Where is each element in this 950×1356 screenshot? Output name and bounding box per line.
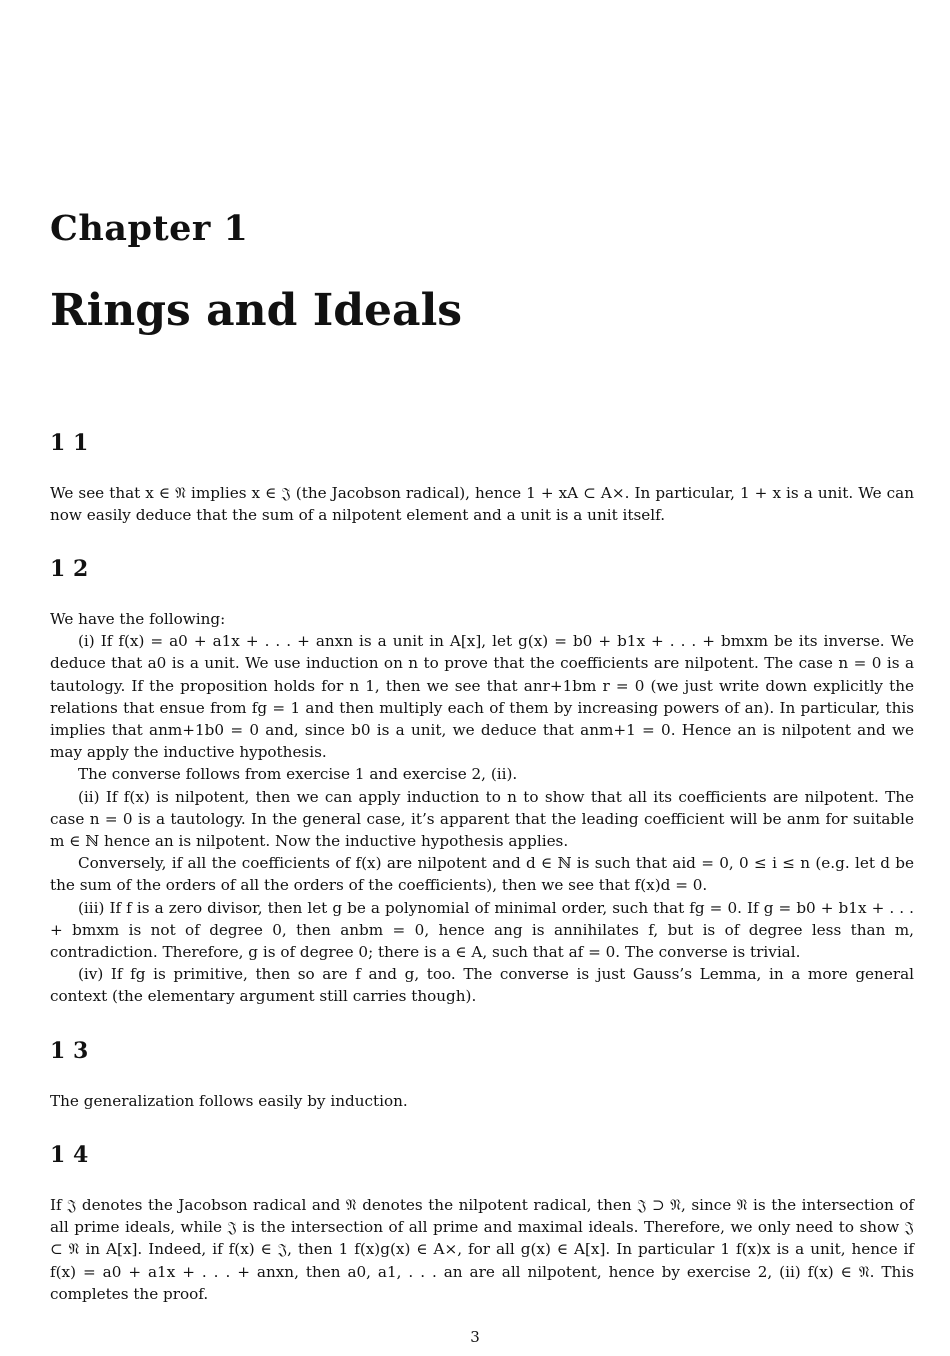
section-1-4-body [50,1194,914,1305]
paragraph: (iii) If f is a zero divisor, then let g be a polynomial of minimal order, such that fg = 0. If g = b0 + b1x + . . . + bmxm is not of degree 0, then anbm = 0, hence ang is annihilates f, but is of degree less than m, contradiction. Therefore, g is of degree 0; there is a ∈ A, such that af = 0. The converse is trivial. [50,898,914,962]
paragraph: We have the following: [50,610,226,628]
page-number: 3 [470,1328,480,1346]
chapter-label: Chapter 1 [50,208,249,249]
paragraph: We see that x ∈ 𝔑 implies x ∈ 𝔍 (the Jacobson radical), hence 1 + xA ⊂ A×. In particular, 1 + x is a unit. We can now easily deduce that the sum of a nilpotent element and a unit is a unit itself. [50,484,914,525]
paragraph: The converse follows from exercise 1 and exercise 2, (ii). [78,765,518,784]
paragraph: If 𝔍 denotes the Jacobson radical and 𝔑 denotes the nilpotent radical, then 𝔍 ⊃ 𝔑, since 𝔑 is the intersection of all prime ideals, while 𝔍 is the intersection of all prime and maximal ideals. Therefore, we only need to show 𝔍 ⊂ 𝔑 in A[x]. Indeed, if f(x) ∈ 𝔍, then 1 f(x)g(x) ∈ A×, for all g(x) ∈ A[x]. In particular 1 f(x)x is a unit, hence if f(x) = a0 + a1x + . . . + anxn, then a0, a1, . . . an are all nilpotent, hence by exercise 2, (ii) f(x) ∈ 𝔑. This completes the proof. [50,1196,914,1303]
section-1-3-body [50,1090,914,1112]
section-heading-1-2: 1 2 [50,556,89,582]
paragraph: (iv) If fg is primitive, then so are f and g, too. The converse is just Gauss’s Lemma, in a more general context (the elementary argument still carries though). [50,965,914,1006]
section-heading-1-4: 1 4 [50,1142,89,1168]
chapter-title: Rings and Ideals [50,285,463,336]
section-1-1-body [50,482,914,526]
section-heading-1-3: 1 3 [50,1038,89,1064]
paragraph: (i) If f(x) = a0 + a1x + . . . + anxn is a unit in A[x], let g(x) = b0 + b1x + . . . + bmxm be its inverse. We deduce that a0 is a unit. We use induction on n to prove that the coefficients are nilpotent. The case n = 0 is a tautology. If the proposition holds for n 1, then we see that anr+1bm r = 0 (we just write down explicitly the relations that ensue from fg = 1 and then multiply each of them by increasing powers of an). In particular, this implies that anm+1b0 = 0 and, since b0 is a unit, we deduce that anm+1 = 0. Hence an is nilpotent and we may apply the inductive hypothesis. [50,632,914,762]
paragraph: Conversely, if all the coefficients of f(x) are nilpotent and d ∈ ℕ is such that aid = 0, 0 ≤ i ≤ n (e.g. let d be the sum of the orders of all the orders of the coefficients), then we see that f(x)d = 0. [50,854,914,895]
paragraph: (ii) If f(x) is nilpotent, then we can apply induction to n to show that all its coefficients are nilpotent. The case n = 0 is a tautology. In the general case, it’s apparent that the leading coefficient will be anm for suitable m ∈ ℕ hence an is nilpotent. Now the inductive hypothesis applies. [50,787,914,851]
section-1-2-body [50,608,914,1008]
paragraph: The generalization follows easily by induction. [50,1092,408,1110]
section-heading-1-1: 1 1 [50,430,89,456]
